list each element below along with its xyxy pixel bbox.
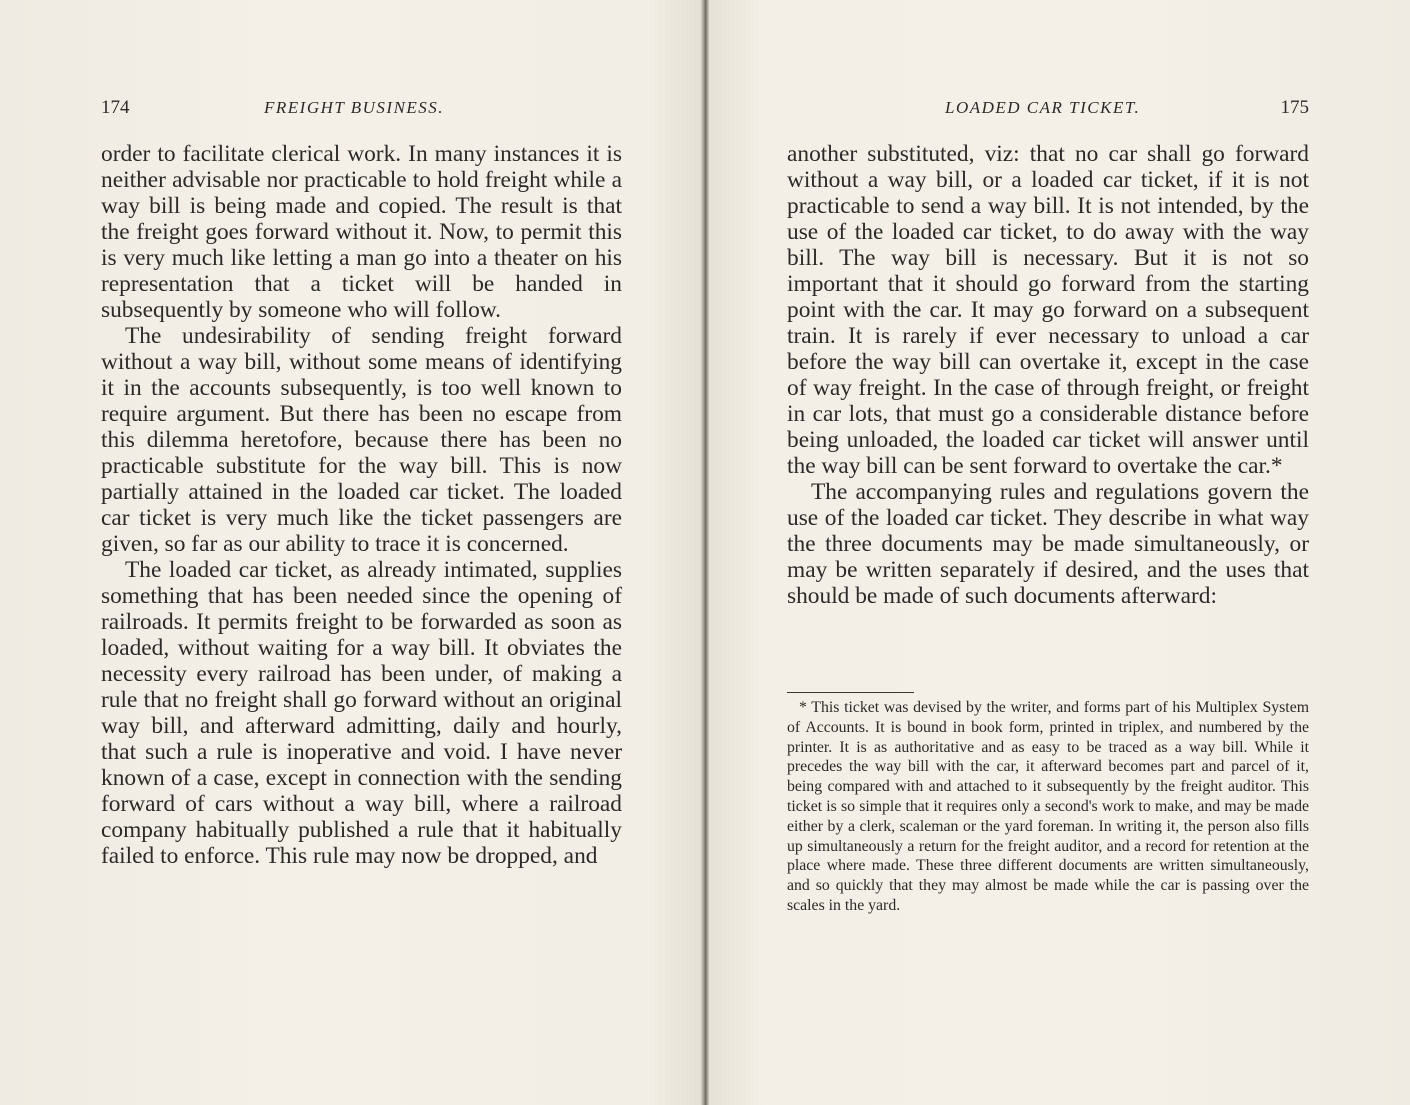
left-page-number: 174 [101, 97, 130, 118]
left-page-body [101, 141, 622, 869]
right-paragraph-1: another substituted, viz: that no car shall go forward without a way bill, or a loaded car ticket, if it is not practicable to send a way bill. It is not intended, by the use of the loaded car ticket, to do away with the way bill. The way bill is necessary. But it is not so important that it should go forward from the starting point with the car. It may go forward on a subsequent train. It is rarely if ever necessary to unload a car before the way bill can overtake it, except in the case of way freight. In the case of through freight, or freight in car lots, that must go a considerable distance before being unloaded, the loaded car ticket will answer until the way bill can be sent forward to overtake the car.* [787, 141, 1309, 479]
left-running-title: FREIGHT BUSINESS. [264, 98, 445, 117]
left-paragraph-1: order to facilitate clerical work. In many instances it is neither advisable nor practicable to hold freight while a way bill is being made and copied. The result is that the freight goes forward without it. Now, to permit this is very much like letting a man go into a theater on his representation that a ticket will be handed in subsequently by someone who will follow. [101, 141, 622, 323]
footnote-rule [787, 692, 914, 693]
footnote-text: * This ticket was devised by the writer, and forms part of his Multiplex System of Accounts. It is bound in book form, printed in triplex, and numbered by the printer. It is as authoritative and as easy to be traced as a way bill. While it precedes the way bill with the car, it afterward becomes part and parcel of it, being compared with and attached to it subsequently by the freight auditor. This ticket is so simple that it requires only a second's work to make, and may be made either by a clerk, scaleman or the yard foreman. In writing it, the person also fills up simultaneously a return for the freight auditor, and a record for retention at the place where made. These three different documents are written simultaneously, and so quickly that they may almost be made while the car is passing over the scales in the yard. [787, 699, 1309, 914]
right-page-body [787, 141, 1309, 609]
right-running-title: LOADED CAR TICKET. [945, 98, 1141, 117]
footnote [787, 698, 1309, 916]
right-page-header [787, 96, 1309, 120]
left-paragraph-2: The undesirability of sending freight forward without a way bill, without some means of identifying it in the accounts subsequently, is too well known to require argument. But there has been no escape from this dilemma heretofore, because there has been no practicable substitute for the way bill. This is now partially attained in the loaded car ticket. The loaded car ticket is very much like the ticket passengers are given, so far as our ability to trace it is concerned. [101, 323, 622, 557]
left-page-header [101, 96, 621, 120]
right-page-number: 175 [1280, 97, 1309, 118]
left-paragraph-3: The loaded car ticket, as already intimated, supplies something that has been needed since the opening of railroads. It permits freight to be forwarded as soon as loaded, without waiting for a way bill. It obviates the necessity every railroad has been under, of making a rule that no freight shall go forward without an original way bill, and afterward admitting, daily and hourly, that such a rule is inoperative and void. I have never known of a case, except in connection with the sending forward of cars without a way bill, where a railroad company habitually published a rule that it habitually failed to enforce. This rule may now be dropped, and [101, 557, 622, 869]
book-gutter [701, 0, 709, 1105]
right-paragraph-2: The accompanying rules and regulations govern the use of the loaded car ticket. They describe in what way the three documents may be made simultaneously, or may be written separately if desired, and the uses that should be made of such documents afterward: [787, 479, 1309, 609]
